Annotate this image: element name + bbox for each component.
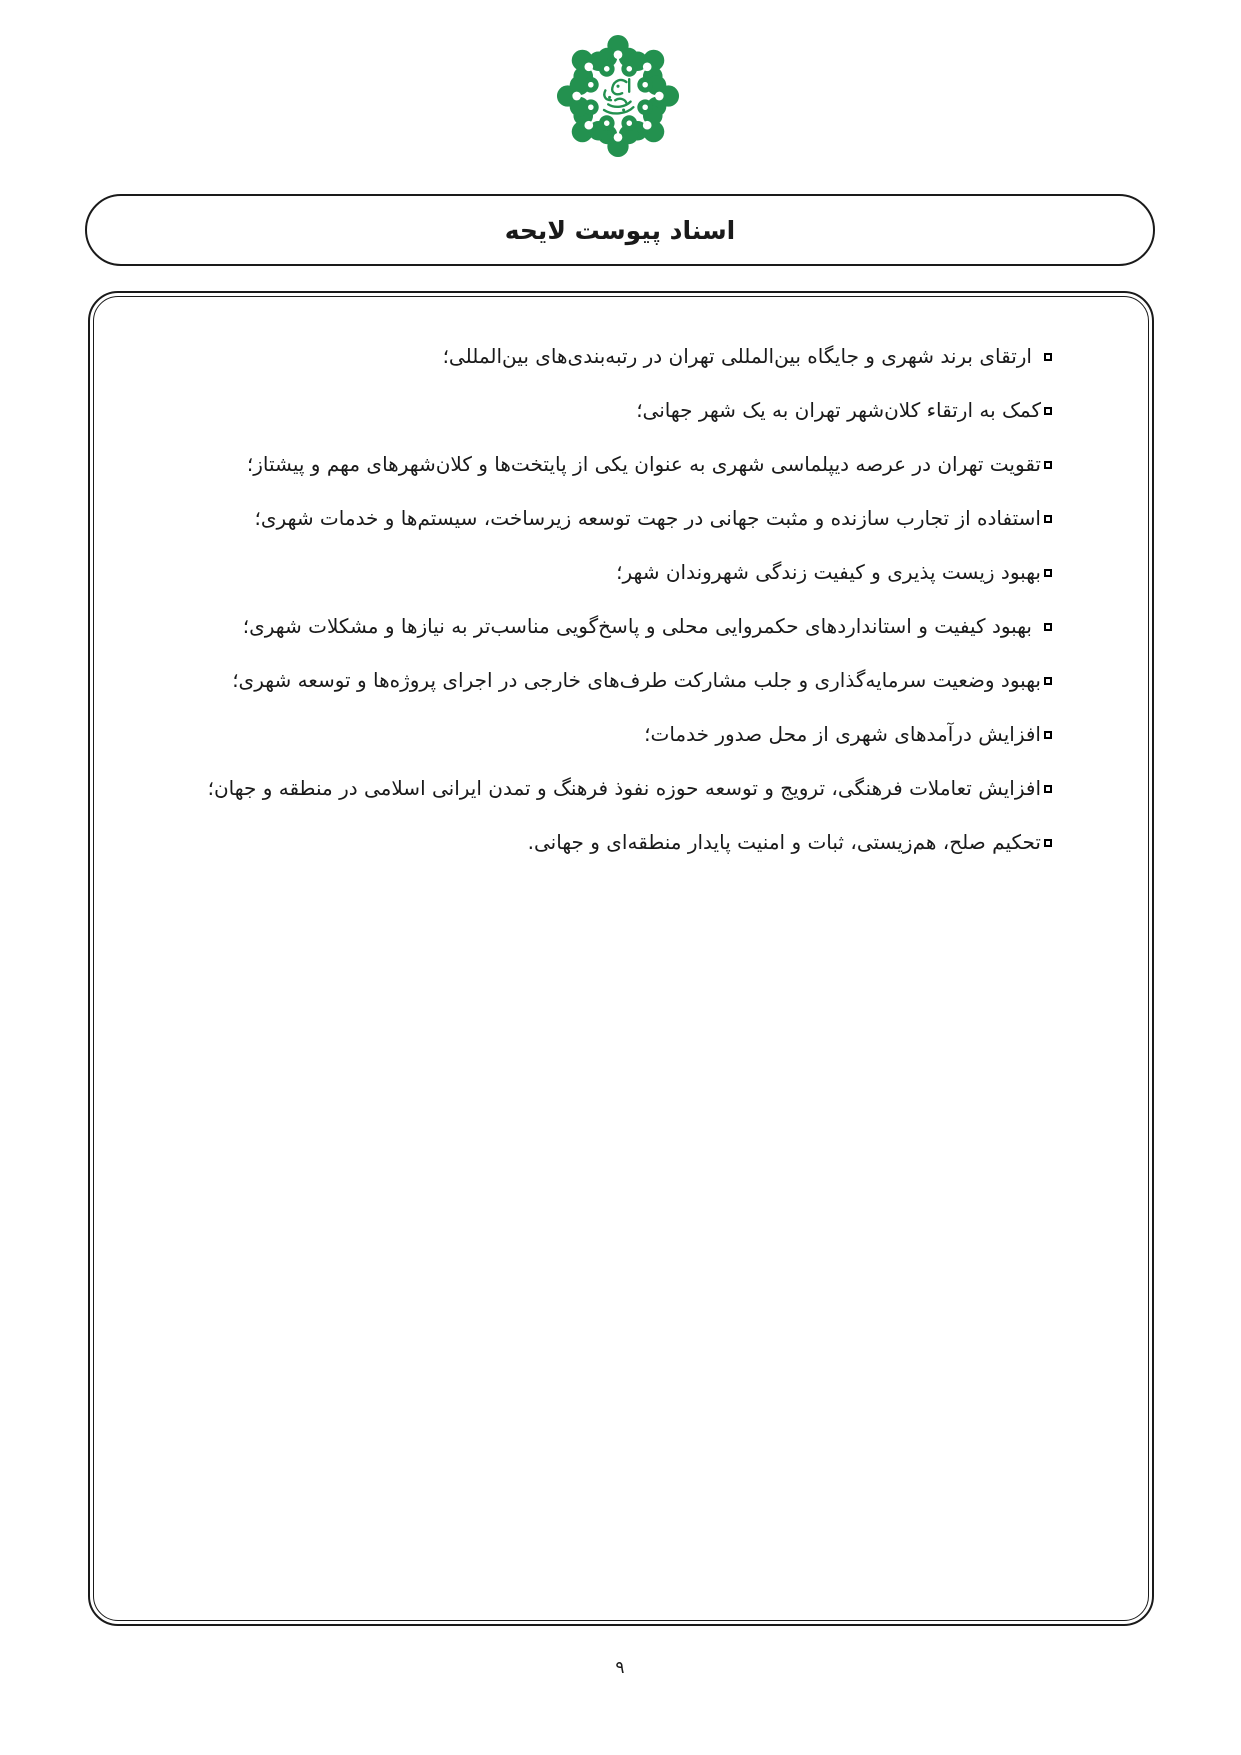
list-item-text: افزایش تعاملات فرهنگی، ترویج و توسعه حوزه نفوذ فرهنگ و تمدن ایرانی اسلامی در منطقه و جهان؛ bbox=[207, 776, 1041, 800]
list-item-text: افزایش درآمدهای شهری از محل صدور خدمات؛ bbox=[644, 722, 1041, 746]
list-item bbox=[138, 545, 1052, 599]
list-item bbox=[138, 329, 1052, 383]
list-item bbox=[138, 491, 1052, 545]
list-item-text: بهبود کیفیت و استانداردهای حکمروایی محلی و پاسخ‌گویی مناسب‌تر به نیازها و مشکلات شهری؛ bbox=[242, 614, 1032, 638]
square-bullet-icon bbox=[1044, 623, 1052, 631]
list-item-text: بهبود زیست پذیری و کیفیت زندگی شهروندان شهر؛ bbox=[616, 560, 1041, 584]
square-bullet-icon bbox=[1044, 407, 1052, 415]
list-item-text: بهبود وضعیت سرمایه‌گذاری و جلب مشارکت طرف‌های خارجی در اجرای پروژه‌ها و توسعه شهری؛ bbox=[232, 668, 1041, 692]
list-item bbox=[138, 707, 1052, 761]
list-item bbox=[138, 599, 1052, 653]
list-item bbox=[138, 761, 1052, 815]
list-item-text: تقویت تهران در عرصه دیپلماسی شهری به عنوان یکی از پایتخت‌ها و کلان‌شهرهای مهم و پیشتاز؛ bbox=[246, 452, 1041, 476]
header-title-box bbox=[85, 194, 1155, 266]
list-item-text: کمک به ارتقاء کلان‌شهر تهران به یک شهر جهانی؛ bbox=[636, 398, 1041, 422]
list-item bbox=[138, 815, 1052, 869]
square-bullet-icon bbox=[1044, 515, 1052, 523]
square-bullet-icon bbox=[1044, 461, 1052, 469]
square-bullet-icon bbox=[1044, 569, 1052, 577]
list-item bbox=[138, 653, 1052, 707]
square-bullet-icon bbox=[1044, 785, 1052, 793]
list-item bbox=[138, 383, 1052, 437]
page-number: ۹ bbox=[615, 1658, 625, 1678]
bullet-list bbox=[138, 329, 1052, 869]
square-bullet-icon bbox=[1044, 353, 1052, 361]
content-frame bbox=[88, 291, 1154, 1626]
tehran-municipality-logo-icon bbox=[548, 26, 688, 166]
content-frame-inner bbox=[93, 296, 1149, 1621]
square-bullet-icon bbox=[1044, 839, 1052, 847]
list-item-text: تحکیم صلح، هم‌زیستی، ثبات و امنیت پایدار منطقه‌ای و جهانی. bbox=[527, 830, 1041, 854]
square-bullet-icon bbox=[1044, 677, 1052, 685]
list-item bbox=[138, 437, 1052, 491]
page-title: اسناد پیوست لایحه bbox=[504, 215, 736, 245]
square-bullet-icon bbox=[1044, 731, 1052, 739]
list-item-text: استفاده از تجارب سازنده و مثبت جهانی در جهت توسعه زیرساخت، سیستم‌ها و خدمات شهری؛ bbox=[254, 506, 1041, 530]
list-item-text: ارتقای برند شهری و جایگاه بین‌المللی تهران در رتبه‌بندی‌های بین‌المللی؛ bbox=[442, 344, 1032, 368]
